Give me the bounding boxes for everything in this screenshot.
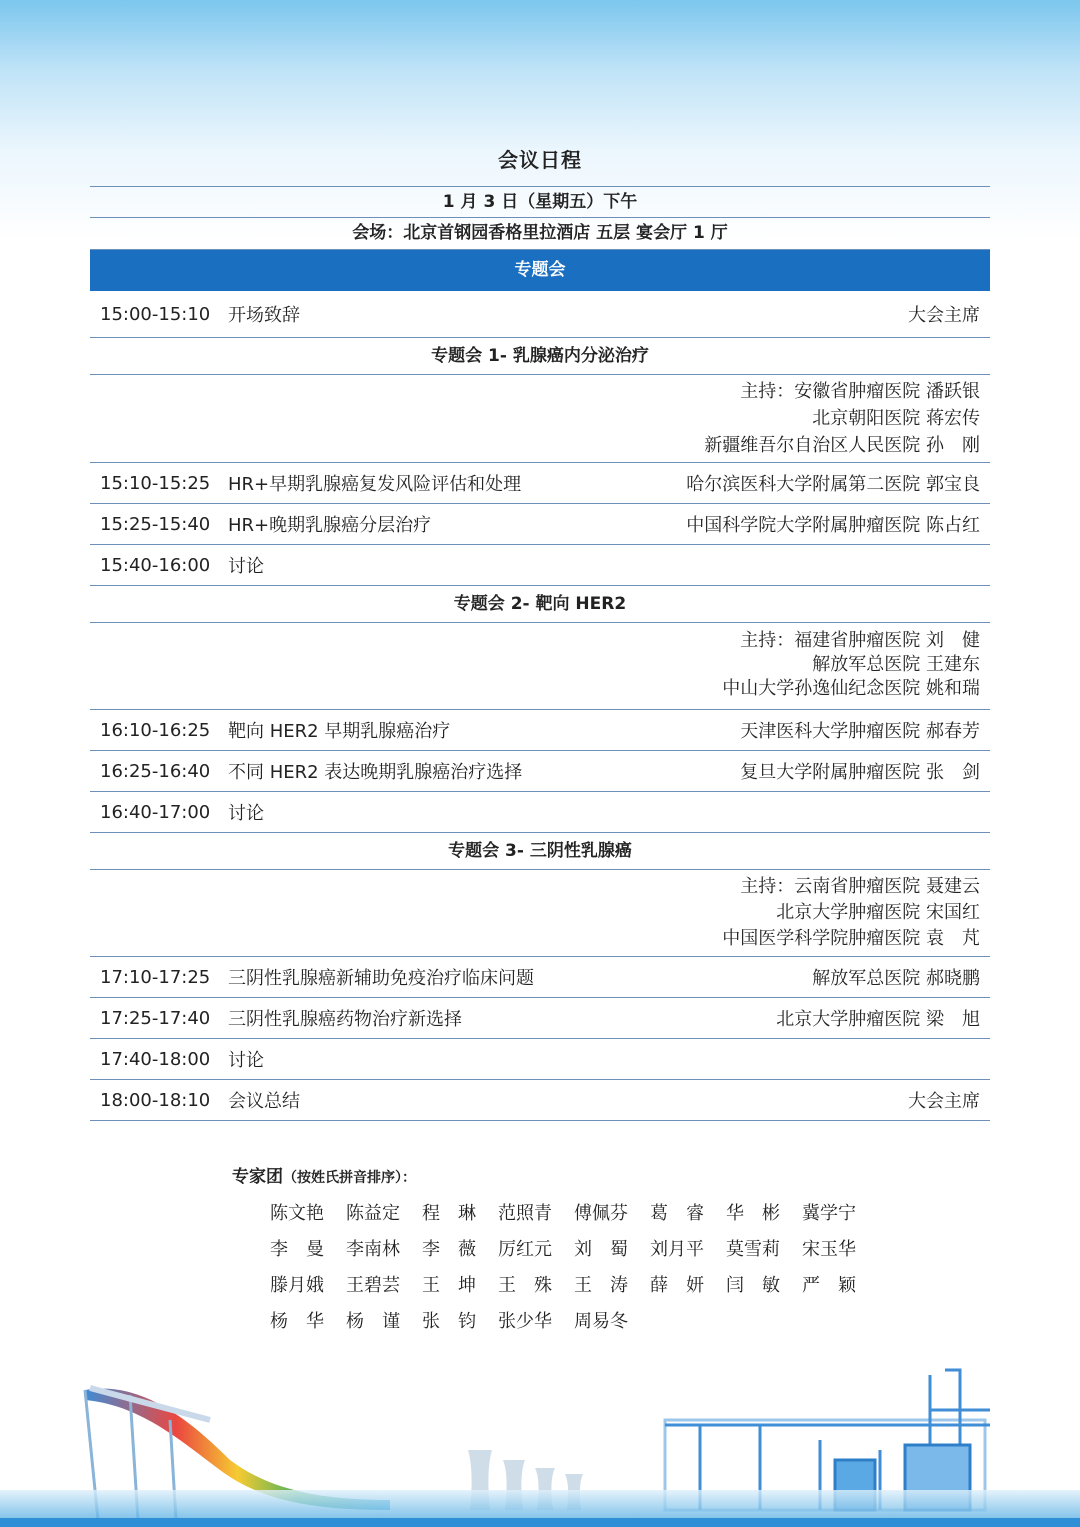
chair-line: 北京大学肿瘤医院 宋国红 [776,902,980,923]
expert-name: 闫 敏 [726,1275,780,1296]
chair-line: 中山大学孙逸仙纪念医院 姚和瑞 [722,678,980,699]
speaker: 大会主席 [908,1091,980,1112]
expert-name: 冀学宁 [802,1203,856,1224]
time: 17:40-18:00 [100,1048,211,1070]
expert-name: 李 薇 [422,1239,476,1260]
topic: 不同 HER2 表达晚期乳腺癌治疗选择 [228,762,523,783]
chair-line: 主持：云南省肿瘤医院 聂建云 [740,876,980,897]
ground-base [0,1518,1080,1527]
expert-name: 傅佩芬 [574,1203,628,1224]
topic: HR+早期乳腺癌复发风险评估和处理 [228,474,522,495]
time: 16:25-16:40 [100,760,211,782]
expert-name: 李南林 [346,1239,400,1260]
topic: 三阴性乳腺癌新辅助免疫治疗临床问题 [228,968,534,989]
expert-name: 杨 谨 [346,1311,400,1332]
expert-panel [232,1162,932,1340]
expert-name: 王 坤 [422,1275,476,1296]
expert-name: 宋玉华 [802,1239,856,1260]
expert-name: 周易冬 [574,1311,628,1332]
talk-row [90,710,990,751]
expert-title-text: 专家团 [232,1167,283,1187]
expert-row [270,1232,932,1268]
time: 16:40-17:00 [100,801,211,823]
session-3-title: 专题会 3- 三阴性乳腺癌 [90,833,990,870]
speaker: 北京大学肿瘤医院 梁 旭 [776,1009,980,1030]
topic: 开场致辞 [228,305,300,326]
expert-row [270,1304,932,1340]
chair-line: 新疆维吾尔自治区人民医院 孙 刚 [704,435,980,456]
page-title: 会议日程 [498,148,582,172]
discussion-row [90,792,990,833]
speaker: 中国科学院大学附属肿瘤医院 陈占红 [686,515,980,536]
expert-name: 陈益定 [346,1203,400,1224]
speaker: 复旦大学附属肿瘤医院 张 剑 [740,762,980,783]
opening-row [90,291,990,338]
talk-row [90,463,990,504]
expert-panel-title [232,1162,932,1192]
chair-line: 主持：福建省肿瘤医院 刘 健 [740,630,980,651]
expert-name: 张少华 [498,1311,552,1332]
time: 18:00-18:10 [100,1089,211,1111]
session-1-chairs [90,375,990,463]
expert-name: 王 殊 [498,1275,552,1296]
topic: 讨论 [228,803,264,824]
schedule-table [90,186,990,1121]
chair-line: 北京朝阳医院 蒋宏传 [812,408,980,429]
session-2-title: 专题会 2- 靶向 HER2 [90,586,990,623]
topic: 三阴性乳腺癌药物治疗新选择 [228,1009,462,1030]
expert-name: 张 钧 [422,1311,476,1332]
expert-name: 厉红元 [498,1239,552,1260]
topic: 会议总结 [228,1091,300,1112]
expert-name: 刘 蜀 [574,1239,628,1260]
expert-name: 王 涛 [574,1275,628,1296]
footer-illustration [0,1350,1080,1527]
topic: 讨论 [228,556,264,577]
talk-row [90,957,990,998]
expert-name: 薛 妍 [650,1275,704,1296]
steel-plant-icon [665,1370,990,1510]
topic: HR+晚期乳腺癌分层治疗 [228,515,432,536]
expert-name: 王碧芸 [346,1275,400,1296]
expert-name: 葛 睿 [650,1203,704,1224]
chair-line: 主持：安徽省肿瘤医院 潘跃银 [740,381,980,402]
time: 15:25-15:40 [100,513,211,535]
speaker: 天津医科大学肿瘤医院 郝春芳 [740,721,980,742]
time: 15:10-15:25 [100,472,211,494]
expert-name: 华 彬 [726,1203,780,1224]
expert-name: 李 曼 [270,1239,324,1260]
expert-name: 严 颖 [802,1275,856,1296]
expert-row [270,1196,932,1232]
speaker: 解放军总医院 郝晓鹏 [812,968,980,989]
talk-row [90,998,990,1039]
time: 17:10-17:25 [100,966,211,988]
date-row: 1 月 3 日（星期五）下午 [90,187,990,218]
expert-subtitle: （按姓氏拼音排序）： [283,1170,416,1186]
talk-row [90,751,990,792]
session-1-title: 专题会 1- 乳腺癌内分泌治疗 [90,338,990,375]
closing-row [90,1080,990,1121]
expert-name: 程 琳 [422,1203,476,1224]
speaker: 哈尔滨医科大学附属第二医院 郭宝良 [686,474,980,495]
time: 16:10-16:25 [100,719,211,741]
expert-row [270,1268,932,1304]
speaker: 大会主席 [908,305,980,326]
expert-name: 陈文艳 [270,1203,324,1224]
chair-line: 中国医学科学院肿瘤医院 袁 芃 [722,928,980,949]
time: 15:40-16:00 [100,554,211,576]
expert-name-grid [270,1196,932,1340]
topic: 靶向 HER2 早期乳腺癌治疗 [228,721,451,742]
expert-name: 刘月平 [650,1239,704,1260]
chair-line: 解放军总医院 王建东 [812,654,980,675]
discussion-row [90,545,990,586]
topic: 讨论 [228,1050,264,1071]
time: 17:25-17:40 [100,1007,211,1029]
discussion-row [90,1039,990,1080]
session-3-chairs [90,870,990,957]
expert-name: 杨 华 [270,1311,324,1332]
session-2-chairs [90,623,990,710]
talk-row [90,504,990,545]
expert-name: 范照青 [498,1203,552,1224]
venue-row: 会场：北京首钢园香格里拉酒店 五层 宴会厅 1 厅 [90,218,990,250]
time: 15:00-15:10 [100,303,211,325]
session-bar: 专题会 [90,250,990,291]
expert-name: 滕月娥 [270,1275,324,1296]
expert-name: 莫雪莉 [726,1239,780,1260]
